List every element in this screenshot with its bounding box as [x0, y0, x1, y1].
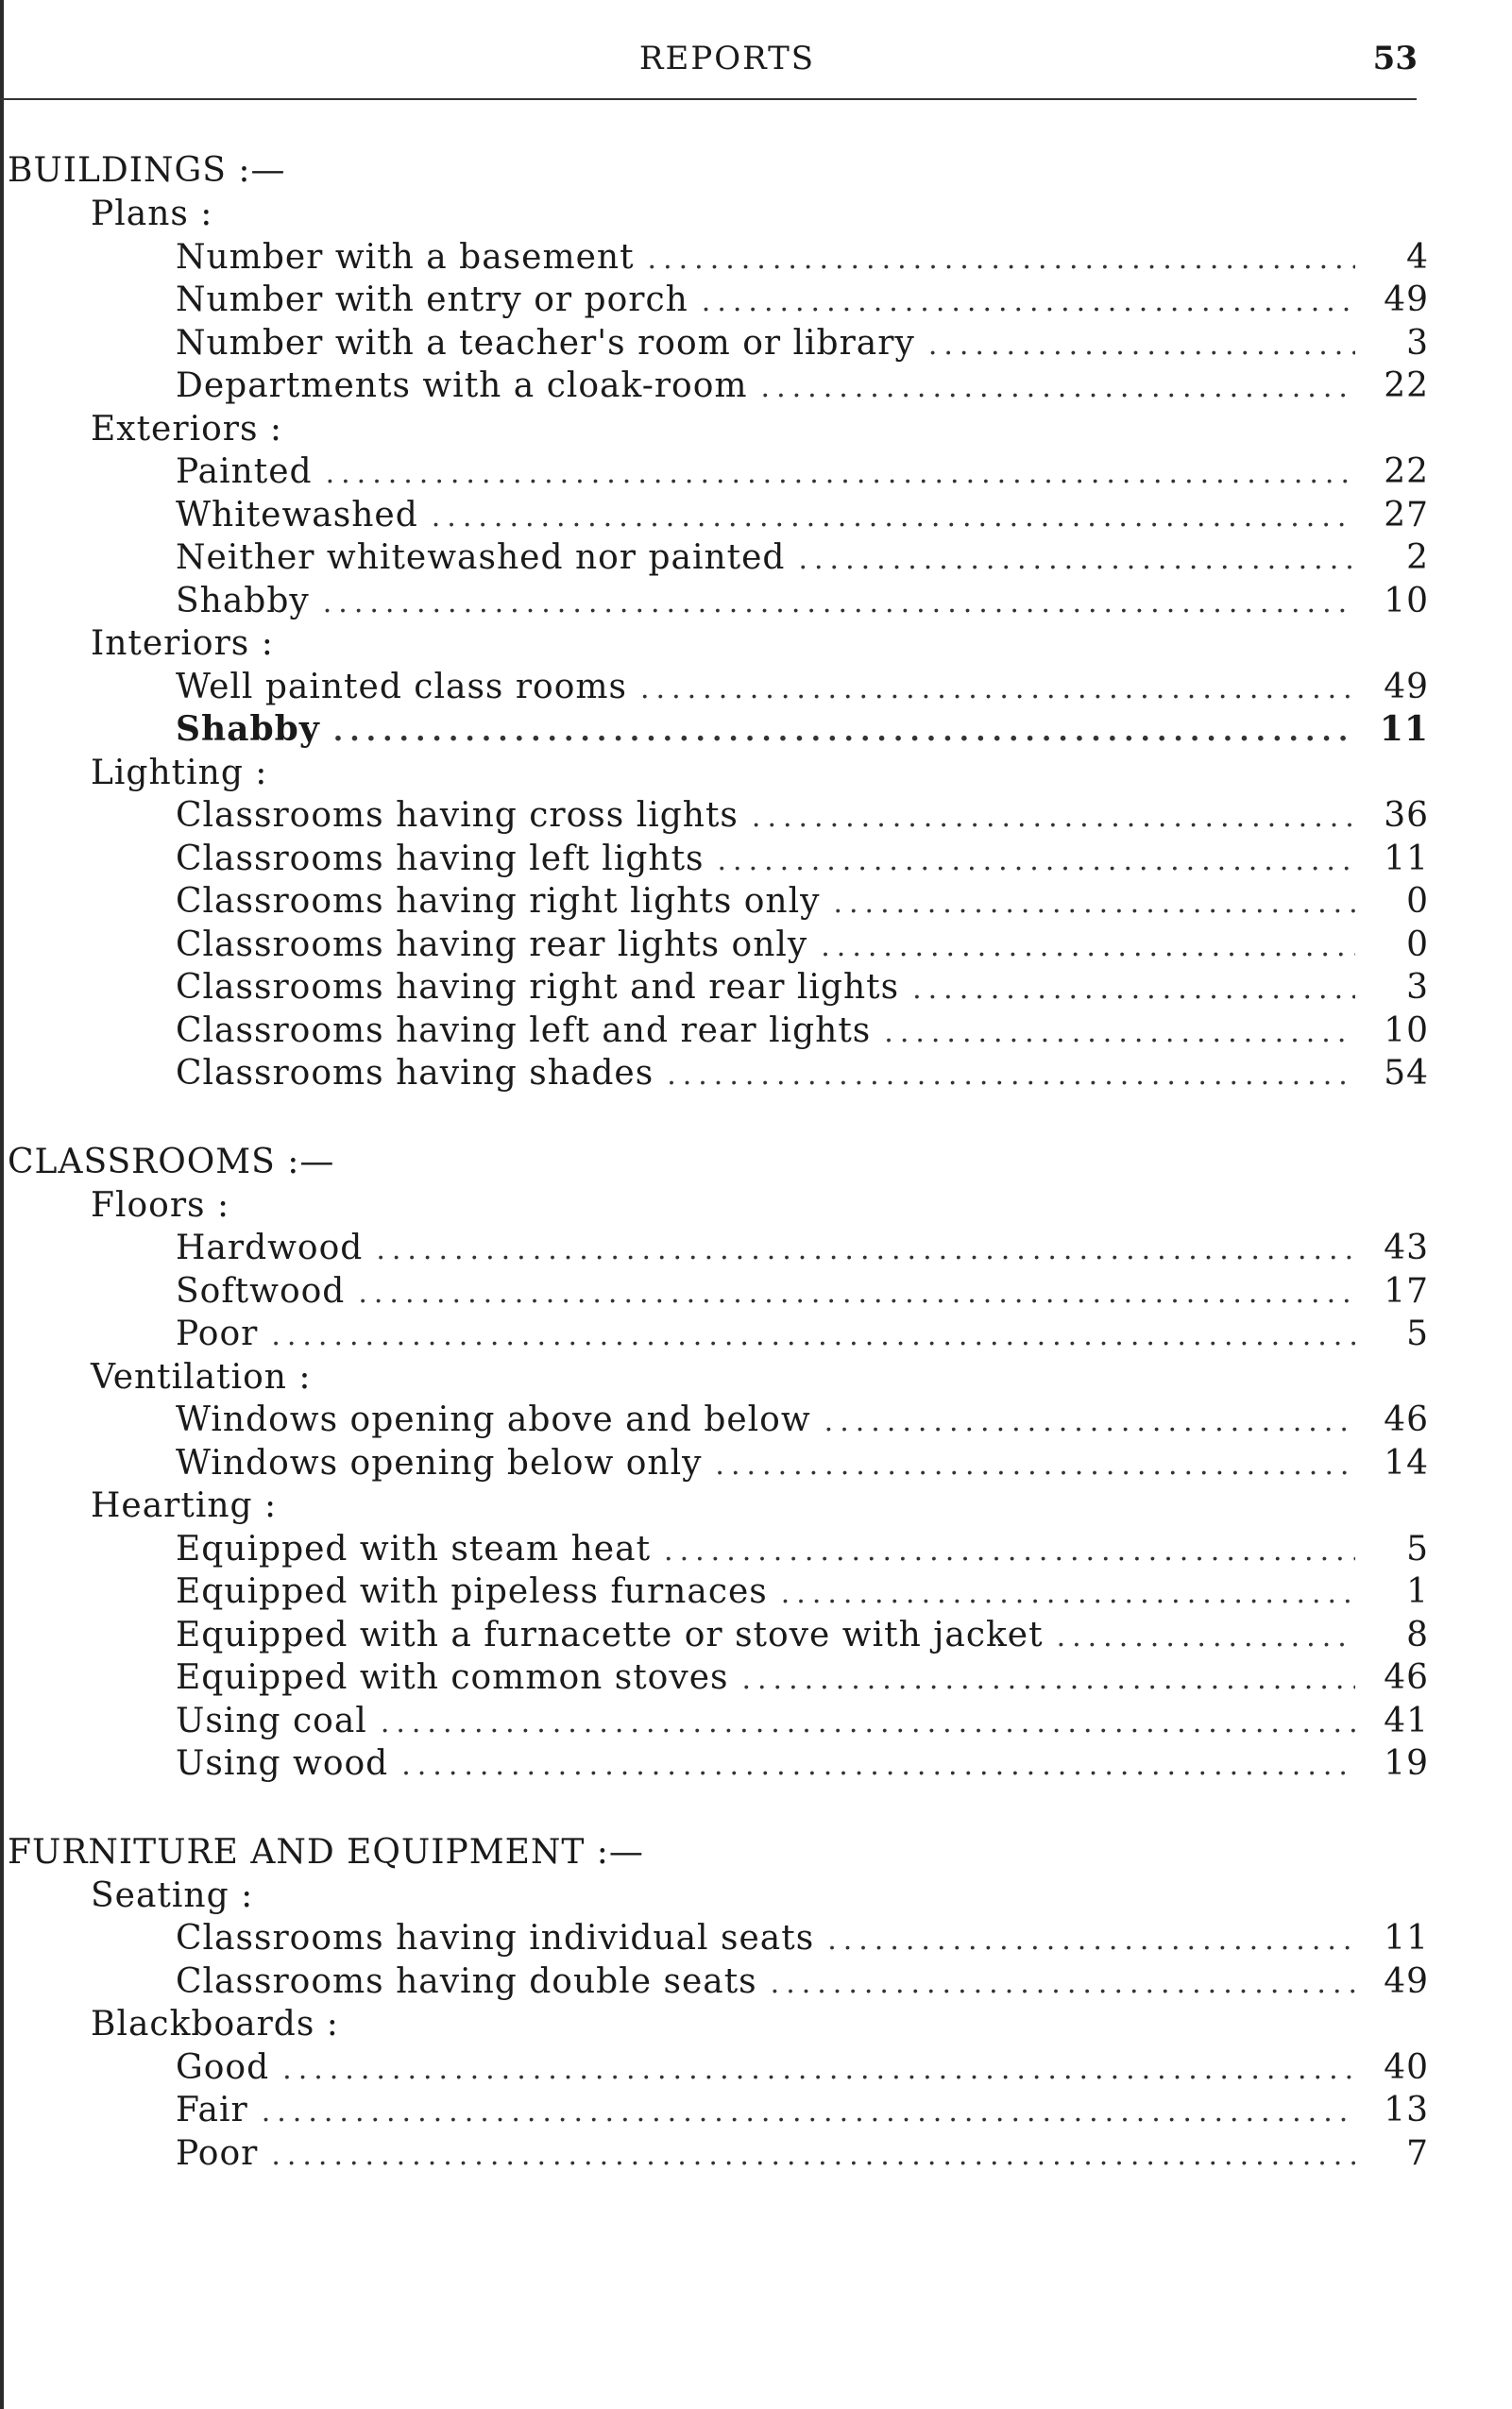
row-value: 3: [1406, 968, 1429, 1007]
row-label: Departments with a cloak-room: [176, 366, 748, 405]
subheading-ventilation: Ventilation :: [91, 1357, 312, 1397]
table-row: [8, 1656, 1429, 1700]
row-value: 19: [1384, 1744, 1429, 1783]
row-label: Equipped with common stoves: [176, 1658, 729, 1697]
row-label: Equipped with a furnacette or stove with jacket: [176, 1615, 1044, 1654]
row-value: 22: [1384, 452, 1429, 491]
row-value: 4: [1406, 237, 1429, 277]
row-value: 49: [1384, 1961, 1429, 2001]
table-row: [8, 1270, 1429, 1314]
dot-leader: [401, 1744, 1355, 1788]
subheading-hearting: Hearting :: [91, 1486, 278, 1525]
row-value: 43: [1384, 1229, 1429, 1267]
row-value: 11: [1379, 709, 1429, 749]
dot-leader: [376, 1229, 1355, 1272]
section-classrooms: [8, 1141, 1429, 1786]
row-label: Number with entry or porch: [176, 280, 688, 319]
row-value: 2: [1406, 538, 1429, 577]
row-label: Using coal: [176, 1701, 367, 1740]
row-label: Hardwood: [176, 1229, 364, 1267]
row-label: Classrooms having right lights only: [176, 882, 821, 921]
section-buildings: [8, 149, 1429, 1095]
dot-leader: [381, 1702, 1355, 1745]
table-row: [8, 880, 1429, 924]
subheading-floors: Floors :: [91, 1185, 230, 1225]
row-label: Classrooms having double seats: [176, 1961, 757, 2001]
table-row: [8, 1052, 1429, 1095]
dot-leader: [333, 710, 1355, 754]
dot-leader: [827, 1919, 1355, 1962]
section-title: FURNITURE AND EQUIPMENT :—: [8, 1832, 644, 1872]
dot-leader: [358, 1272, 1355, 1315]
subheading-blackboards: Blackboards :: [91, 2005, 339, 2044]
subheading-lighting: Lighting :: [91, 753, 268, 792]
dot-leader: [648, 238, 1355, 281]
table-row: [8, 794, 1429, 838]
row-label: Windows opening above and below: [176, 1400, 811, 1439]
subheading-interiors: Interiors :: [91, 624, 274, 663]
row-value: 54: [1384, 1054, 1429, 1093]
section-title: BUILDINGS :—: [8, 151, 286, 190]
table-row: [8, 924, 1429, 967]
binding-edge: [0, 0, 4, 2409]
row-value: 11: [1384, 839, 1429, 878]
table-row: [8, 580, 1429, 623]
row-label: Softwood: [176, 1271, 346, 1311]
row-value: 5: [1406, 1315, 1429, 1353]
row-label: Classrooms having cross lights: [176, 796, 739, 835]
row-value: 17: [1384, 1271, 1429, 1311]
row-label: Shabby: [176, 709, 320, 749]
table-row: [8, 2132, 1429, 2176]
row-value: 5: [1406, 1529, 1429, 1569]
dot-leader: [640, 668, 1355, 711]
dot-leader: [262, 2091, 1355, 2134]
row-value: 1: [1406, 1572, 1429, 1611]
table-row: [8, 1399, 1429, 1442]
row-label: Using wood: [176, 1744, 389, 1783]
dot-leader: [271, 2134, 1355, 2178]
table-row: [8, 1528, 1429, 1571]
table-row: [8, 1313, 1429, 1356]
dot-leader: [752, 796, 1355, 840]
table-row: [8, 2046, 1429, 2090]
section-title: CLASSROOMS :—: [8, 1142, 335, 1181]
row-value: 10: [1384, 581, 1429, 620]
subheading-exteriors: Exteriors :: [91, 409, 283, 449]
dot-leader: [718, 840, 1355, 883]
row-label: Painted: [176, 452, 313, 491]
dot-leader: [667, 1054, 1355, 1097]
row-label: Classrooms having shades: [176, 1054, 654, 1093]
page-number: 53: [1372, 40, 1418, 77]
dot-leader: [798, 538, 1355, 582]
table-row: [8, 1614, 1429, 1657]
row-label: Shabby: [176, 581, 310, 620]
subheading-plans: Plans :: [91, 195, 213, 233]
dot-leader: [664, 1530, 1355, 1573]
row-value: 7: [1406, 2133, 1429, 2173]
table-row: [8, 494, 1429, 537]
report-content: [8, 149, 1429, 2220]
table-row: [8, 1009, 1429, 1053]
table-row: [8, 708, 1429, 752]
row-label: Poor: [176, 2133, 259, 2173]
dot-leader: [702, 280, 1355, 324]
dot-leader: [715, 1444, 1355, 1487]
dot-leader: [771, 1962, 1355, 2006]
row-label: Equipped with steam heat: [176, 1529, 652, 1569]
subheading-seating: Seating :: [91, 1875, 254, 1915]
table-row: [8, 450, 1429, 494]
table-row: [8, 1700, 1429, 1743]
row-value: 8: [1406, 1615, 1429, 1654]
row-label: Classrooms having left and rear lights: [176, 1010, 872, 1050]
table-row: [8, 1227, 1429, 1270]
row-value: 14: [1384, 1443, 1429, 1483]
row-value: 13: [1384, 2091, 1429, 2129]
dot-leader: [323, 582, 1355, 625]
row-label: Well painted class rooms: [176, 667, 628, 706]
row-label: Classrooms having individual seats: [176, 1919, 815, 1958]
table-row: [8, 365, 1429, 408]
table-row: [8, 236, 1429, 280]
table-row: [8, 2089, 1429, 2132]
row-value: 49: [1384, 280, 1429, 319]
dot-leader: [833, 882, 1355, 925]
row-label: Fair: [176, 2091, 248, 2129]
table-row: [8, 536, 1429, 580]
row-label: Poor: [176, 1315, 259, 1353]
row-label: Classrooms having left lights: [176, 839, 705, 878]
header-rule: [0, 98, 1417, 100]
row-value: 27: [1384, 495, 1429, 534]
dot-leader: [821, 925, 1355, 969]
section-furniture-and-equipment: [8, 1831, 1429, 2176]
row-label: Good: [176, 2047, 270, 2087]
dot-leader: [761, 366, 1355, 410]
page-header: [0, 40, 1512, 96]
dot-leader: [781, 1572, 1355, 1616]
dot-leader: [912, 968, 1355, 1011]
table-row: [8, 966, 1429, 1009]
row-label: Classrooms having right and rear lights: [176, 968, 900, 1007]
dot-leader: [824, 1400, 1355, 1444]
dot-leader: [1057, 1616, 1355, 1659]
row-label: Equipped with pipeless furnaces: [176, 1572, 768, 1611]
row-value: 0: [1406, 925, 1429, 964]
dot-leader: [741, 1658, 1355, 1702]
running-head: REPORTS: [638, 40, 816, 77]
dot-leader: [271, 1315, 1355, 1358]
table-row: [8, 666, 1429, 709]
row-label: Neither whitewashed nor painted: [176, 538, 786, 577]
row-label: Number with a basement: [176, 237, 635, 277]
table-row: [8, 322, 1429, 365]
row-label: Classrooms having rear lights only: [176, 925, 808, 964]
row-value: 11: [1384, 1919, 1429, 1958]
table-row: [8, 1742, 1429, 1786]
table-row: [8, 1917, 1429, 1960]
dot-leader: [432, 496, 1355, 539]
row-value: 10: [1384, 1010, 1429, 1050]
table-row: [8, 838, 1429, 881]
row-label: Windows opening below only: [176, 1443, 703, 1483]
dot-leader: [928, 324, 1355, 367]
row-value: 46: [1384, 1658, 1429, 1697]
row-value: 3: [1406, 323, 1429, 363]
row-value: 40: [1384, 2047, 1429, 2087]
dot-leader: [282, 2048, 1355, 2092]
row-value: 22: [1384, 366, 1429, 405]
table-row: [8, 1442, 1429, 1485]
row-value: 0: [1406, 882, 1429, 921]
table-row: [8, 279, 1429, 322]
row-label: Whitewashed: [176, 495, 418, 534]
dot-leader: [326, 452, 1355, 496]
row-value: 41: [1384, 1701, 1429, 1740]
table-row: [8, 1570, 1429, 1614]
row-value: 36: [1384, 796, 1429, 835]
dot-leader: [884, 1011, 1355, 1055]
table-row: [8, 1960, 1429, 2004]
row-value: 46: [1384, 1400, 1429, 1439]
row-value: 49: [1384, 667, 1429, 706]
row-label: Number with a teacher's room or library: [176, 323, 915, 363]
